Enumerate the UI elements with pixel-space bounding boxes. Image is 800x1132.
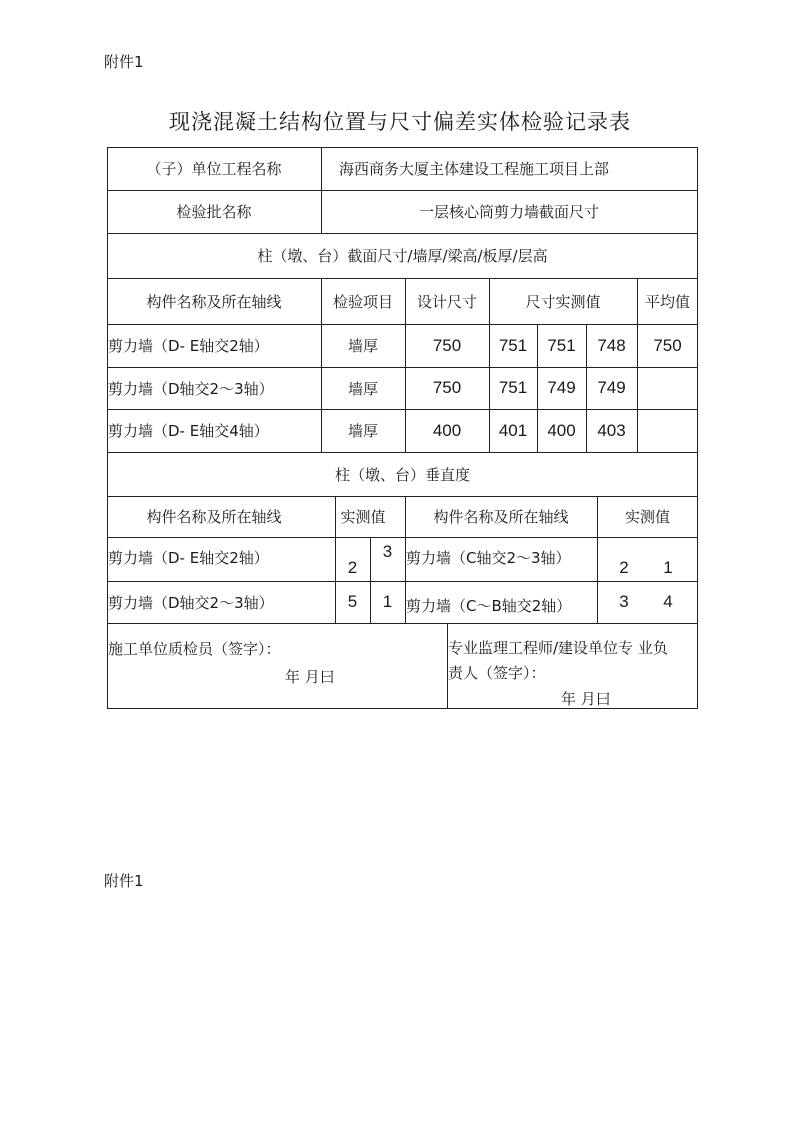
size-row-2-measured-3: 749	[597, 378, 626, 397]
size-row-3-member: 剪力墙（D- E轴交4轴）	[108, 422, 269, 440]
size-row-1-measured-2: 751	[547, 335, 576, 355]
header-check-item: 检验项目	[332, 292, 393, 311]
supervisor-signature-date: 年 月曰	[561, 690, 611, 708]
section-vertical-heading: 柱（墩、台）垂直度	[334, 465, 470, 484]
page-title: 现浇混凝土结构位置与尺寸偏差实体检验记录表	[169, 110, 631, 134]
unit-project-value: 海西商务大厦主体建设工程施工项目上部	[339, 160, 610, 178]
vertical-header-value-left: 实测值	[340, 508, 386, 526]
supervisor-signature-label-line-2: 责人（签字）：	[448, 664, 546, 682]
batch-name-value: 一层核心筒剪力墙截面尺寸	[418, 203, 599, 221]
size-row-3-measured-1: 401	[498, 420, 528, 440]
size-row-3-item: 墙厚	[347, 422, 378, 440]
size-row-3-measured-3: 403	[597, 420, 626, 440]
vertical-row-1-right-member: 剪力墙（C轴交2～3轴）	[406, 548, 571, 567]
attachment-label: 附件1	[104, 53, 144, 71]
vertical-row-2-left-member: 剪力墙（D轴交2～3轴）	[108, 593, 274, 612]
vertical-row-1-right-value-1: 2	[619, 558, 629, 577]
supervisor-signature-label-line-1: 专业监理工程师/建设单位专 业负	[448, 639, 668, 657]
header-member-axis: 构件名称及所在轴线	[146, 292, 282, 311]
vertical-row-2-left-value-2: 1	[382, 592, 393, 611]
size-row-2-measured-2: 749	[547, 378, 576, 397]
vertical-row-2-right-member: 剪力墙（C～B轴交2轴）	[406, 596, 572, 615]
size-row-1-item: 墙厚	[347, 337, 378, 355]
vertical-row-1-left-member: 剪力墙（D- E轴交2轴）	[108, 548, 269, 567]
header-measured-size: 尺寸实测值	[525, 292, 601, 311]
size-row-1-average: 750	[653, 335, 682, 355]
size-row-2-measured-1: 751	[498, 378, 528, 397]
contractor-signature-date: 年 月曰	[285, 668, 335, 686]
vertical-row-2-right-value-2: 4	[663, 592, 673, 611]
size-row-3-measured-2: 400	[547, 420, 576, 440]
inspection-record-table	[107, 147, 698, 709]
vertical-row-1-left-value-1: 2	[347, 558, 358, 577]
header-design-size: 设计尺寸	[416, 292, 477, 311]
vertical-row-1-left-value-2: 3	[382, 542, 393, 561]
vertical-row-1-right-value-2: 1	[663, 558, 673, 577]
unit-project-label: （子）单位工程名称	[146, 160, 282, 178]
batch-name-label: 检验批名称	[176, 203, 252, 221]
vertical-row-2-right-value-1: 3	[619, 592, 629, 611]
vertical-header-value-right: 实测值	[624, 508, 670, 526]
vertical-row-2-left-value-1: 5	[347, 592, 358, 611]
size-row-2-member: 剪力墙（D轴交2～3轴）	[108, 379, 274, 398]
size-row-1-measured-1: 751	[498, 335, 528, 355]
size-row-1-member: 剪力墙（D- E轴交2轴）	[108, 337, 269, 355]
section-size-heading: 柱（墩、台）截面尺寸/墙厚/梁高/板厚/层高	[257, 247, 548, 265]
size-row-2-average	[637, 367, 698, 409]
size-row-3-average	[637, 409, 698, 452]
contractor-inspector-signature-label: 施工单位质检员（签字）：	[108, 640, 281, 658]
vertical-header-member-left: 构件名称及所在轴线	[146, 508, 282, 526]
size-row-3-design: 400	[432, 420, 462, 440]
header-average: 平均值	[644, 292, 690, 311]
size-row-1-design: 750	[432, 335, 462, 355]
footer-attachment-label: 附件1	[104, 872, 144, 890]
size-row-2-design: 750	[432, 378, 462, 397]
size-row-1-measured-3: 748	[597, 335, 626, 355]
vertical-header-member-right: 构件名称及所在轴线	[433, 508, 569, 526]
size-row-2-item: 墙厚	[347, 379, 378, 398]
